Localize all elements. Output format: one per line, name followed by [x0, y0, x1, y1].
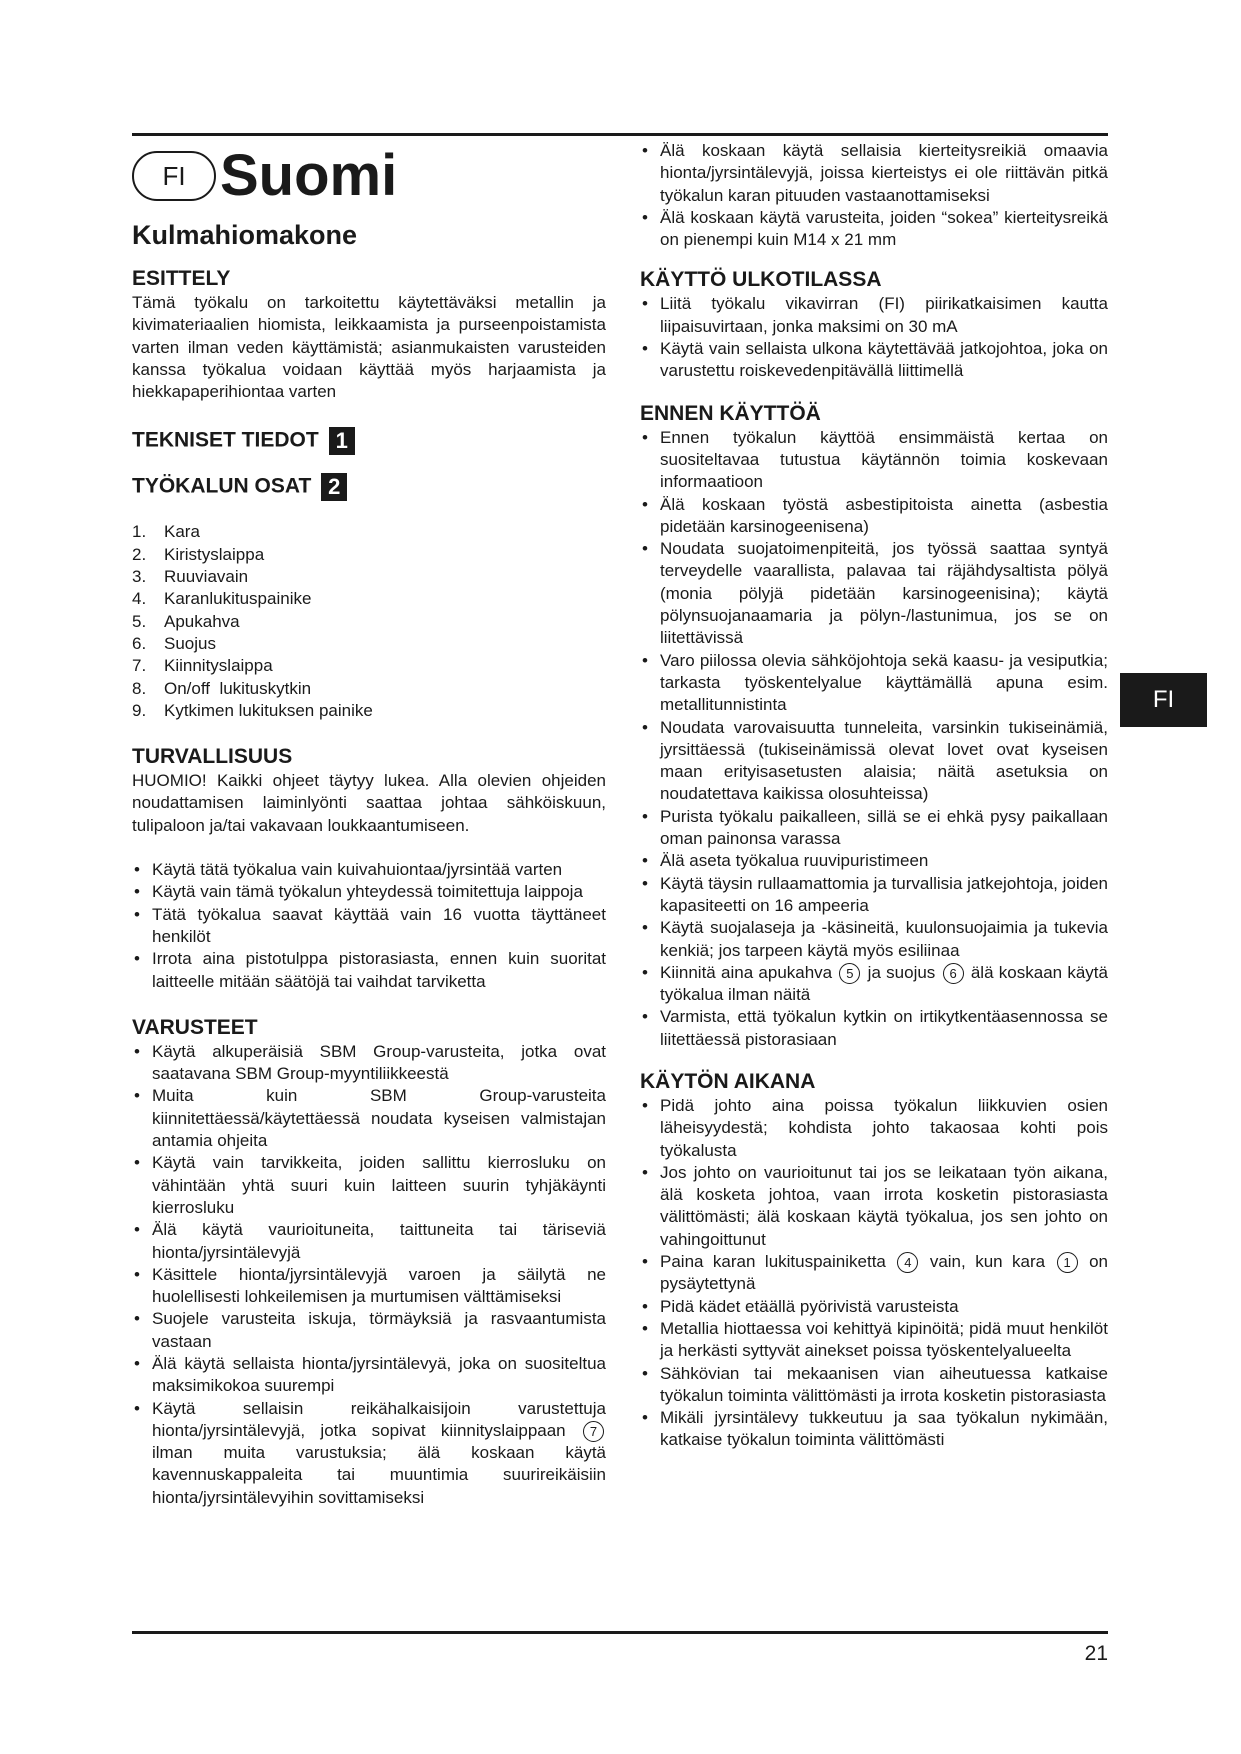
list-item: • Käytä vain tarvikkeita, joiden sallittu kierrosluku on vähintään yhtä suuri kuin laitteen suurin tyhjäkäynti kierrosluku — [132, 1152, 606, 1219]
list-item: • Jos johto on vaurioitunut tai jos se leikataan työn aikana, älä kosketa johtoa, vaan irrota kosketin pistorasiasta välittömästi; älä koskaan käytä työkalua, jos sen johto on vahingoittunut — [640, 1162, 1108, 1251]
outdoor-list — [640, 293, 1108, 382]
list-item: • Älä käytä sellaista hionta/jyrsintälevyä, joka on suositeltua maksimikokoa suurempi — [132, 1353, 606, 1398]
language-title: Suomi — [220, 143, 398, 208]
list-item: • Liitä työkalu vikavirran (FI) piirikatkaisimen kautta liipaisuvirtaan, jonka maksimi on 30 mA — [640, 293, 1108, 338]
section-title-tech: TEKNISET TIEDOT 1 — [132, 427, 606, 455]
list-item: • Mikäli jyrsintälevy tukkeutuu ja saa työkalun nykimään, katkaise työkalun toiminta välittömästi — [640, 1407, 1108, 1452]
page-number: 21 — [1084, 1642, 1108, 1665]
section-accessories — [132, 1015, 606, 1509]
figure-ref-2: 2 — [321, 473, 347, 501]
list-item: 4. Karanlukituspainike — [132, 589, 312, 609]
list-item: • Käytä suojalaseja ja -käsineitä, kuulonsuojaimia ja tukevia kenkiä; jos tarpeen käytä myös esiliinaa — [640, 917, 1108, 962]
list-item: 5. Apukahva — [132, 611, 240, 631]
part-ref-1: 1 — [1057, 1252, 1078, 1273]
list-item: 3. Ruuviavain — [132, 567, 249, 587]
before-use-list — [640, 427, 1108, 1051]
section-tech — [132, 427, 606, 455]
list-item: • Tätä työkalua saavat käyttää vain 16 vuotta täyttäneet henkilöt — [132, 904, 606, 949]
list-item: • Varo piilossa olevia sähköjohtoja sekä kaasu- ja vesiputkia; tarkasta työskentelyalue käyttämällä apuna esim. metallitunnistinta — [640, 650, 1108, 717]
list-item: • Pidä johto aina poissa työkalun liikkuvien osien läheisyydestä; kohdista johto takaosaa kohti pois työkalusta — [640, 1095, 1108, 1162]
section-intro — [132, 266, 606, 403]
section-title-outdoor: KÄYTTÖ ULKOTILASSA — [640, 268, 882, 292]
list-item: • Varmista, että työkalun kytkin on irtikytkentäasennossa se liitettäessä pistorasiaan — [640, 1006, 1108, 1051]
section-title-safety: TURVALLISUUS — [132, 745, 293, 769]
section-title-accessories: VARUSTEET — [132, 1015, 258, 1039]
list-item: • Ennen työkalun käyttöä ensimmäistä kertaa on suositeltavaa tutustua käytännön toimia koskevaan informaatioon — [640, 427, 1108, 494]
part-ref-6: 6 — [943, 963, 964, 984]
list-item: 7. Kiinnityslaippa — [132, 656, 273, 676]
language-header — [132, 143, 606, 208]
list-item: • Käsittele hionta/jyrsintälevyjä varoen ja säilytä ne huolellisesti lohkeilemisen ja murtumisen välttämiseksi — [132, 1264, 606, 1309]
list-item: • Käytä sellaisin reikähalkaisijoin varustettuja hionta/jyrsintälevyjä, jotka sopivat kiinnityslaippaan 7 ilman muita varustuksia; älä koskaan käytä kavennuskappaleita tai muuntimia suurireikäisiin hionta/jyrsintälevyihin sovittamiseksi — [132, 1398, 606, 1509]
section-title-before-use: ENNEN KÄYTTÖÄ — [640, 401, 821, 425]
part-ref-7: 7 — [583, 1421, 604, 1442]
language-code-badge: FI — [132, 151, 216, 201]
list-item: • Noudata varovaisuutta tunneleita, varsinkin tukiseinämiä, jyrsittäessä (tukiseinämissä olevat lovet ovat kyseisen maan erityisasetusten alaisia; näitä asetuksia on noudatettava kaikissa olosuhteissa) — [640, 717, 1108, 806]
list-item: • Älä käytä vaurioituneita, taittuneita tai täriseviä hionta/jyrsintälevyjä — [132, 1219, 606, 1264]
list-item: • Paina karan lukituspainiketta 4 vain, kun kara 1 on pysäytettynä — [640, 1251, 1108, 1296]
section-title-intro: ESITTELY — [132, 267, 231, 290]
part-ref-4: 4 — [897, 1252, 918, 1273]
list-item: • Älä koskaan työstä asbestipitoista ainetta (asbestia pidetään karsinogeenisena) — [640, 494, 1108, 539]
list-item: • Käytä alkuperäisiä SBM Group-varusteita, jotka ovat saatavana SBM Group-myyntiliikkeestä — [132, 1041, 606, 1086]
top-rule — [132, 133, 1108, 136]
section-during-use — [640, 1069, 1108, 1452]
intro-text: Tämä työkalu on tarkoitettu käytettäväksi metallin ja kivimateriaalien hiomista, leikkaamista ja purseenpoistamista varten ilman veden käyttämistä; asianmukaisten varusteiden kanssa työkalua voidaan käyttää myös harjaamista ja hiekkapaperihiontaa varten — [132, 293, 606, 402]
section-before-use — [640, 401, 1108, 1051]
parts-list — [132, 521, 606, 722]
list-item: 9. Kytkimen lukituksen painike — [132, 700, 373, 720]
accessories-list — [132, 1041, 606, 1509]
list-item: • Käytä vain tämä työkalun yhteydessä toimitettuja laippoja — [132, 881, 606, 903]
list-item: • Käytä tätä työkalua vain kuivahuiontaa/jyrsintää varten — [132, 859, 606, 881]
list-item: • Sähkövian tai mekaanisen vian aiheutuessa katkaise työkalun toiminta välittömästi ja irrota kosketin pistorasiasta — [640, 1363, 1108, 1408]
list-item: 8. On/off lukituskytkin — [132, 678, 312, 698]
list-item: • Purista työkalu paikalleen, sillä se ei ehkä pysy paikallaan oman painonsa varassa — [640, 806, 1108, 851]
list-item: 1. Kara — [132, 522, 200, 542]
section-outdoor — [640, 267, 1108, 382]
part-ref-5: 5 — [839, 963, 860, 984]
accessories-list-continued — [640, 140, 1108, 251]
safety-warning-text: HUOMIO! Kaikki ohjeet täytyy lukea. Alla olevien ohjeiden noudattamisen laiminlyönti saattaa johtaa sähköiskuun, tulipaloon ja/tai vakavaan loukkaantumiseen. — [132, 771, 606, 835]
list-item: • Irrota aina pistotulppa pistorasiasta, ennen kuin suoritat laitteelle mitään säätöjä tai vaihdat tarviketta — [132, 948, 606, 993]
list-item: • Pidä kädet etäällä pyörivistä varusteista — [640, 1296, 1108, 1318]
list-item: • Älä koskaan käytä sellaisia kierteitysreikiä omaavia hionta/jyrsintälevyjä, joissa kierteistys ei ole riittävän pitkä työkalun karan pituuden vastaanottamiseksi — [640, 140, 1108, 207]
list-item: 6. Suojus — [132, 633, 216, 653]
list-item: • Metallia hiottaessa voi kehittyä kipinöitä; pidä muut henkilöt ja herkästi syttyvät ainekset poissa työskentelyalueelta — [640, 1318, 1108, 1363]
during-use-list — [640, 1095, 1108, 1452]
section-safety — [132, 744, 606, 993]
safety-list — [132, 859, 606, 993]
list-item: • Käytä vain sellaista ulkona käytettävää jatkojohtoa, joka on varustettu roiskevedenpitävällä liittimellä — [640, 338, 1108, 383]
list-item: • Älä koskaan käytä varusteita, joiden “sokea” kierteitysreikä on pienempi kuin M14 x 21 mm — [640, 207, 1108, 252]
section-title-parts: TYÖKALUN OSAT 2 — [132, 473, 606, 501]
right-column — [640, 140, 1108, 1452]
left-column — [132, 140, 606, 1509]
language-side-tab: FI — [1120, 673, 1207, 727]
list-item: • Noudata suojatoimenpiteitä, jos työssä saattaa syntyä terveydelle vaarallista, palavaa tai räjähdysaltista pölyä (monia pölyjä pidetään karsinogeenisina); käytä pölynsuojanaamaria ja pölyn-/lastunimua, jos se on liitettävissä — [640, 538, 1108, 649]
product-title: Kulmahiomakone — [132, 220, 358, 250]
figure-ref-1: 1 — [329, 427, 355, 455]
list-item: • Suojele varusteita iskuja, törmäyksiä ja rasvaantumista vastaan — [132, 1308, 606, 1353]
section-parts — [132, 473, 606, 722]
list-item: • Käytä täysin rullaamattomia ja turvallisia jatkejohtoja, joiden kapasiteetti on 16 ampeeria — [640, 873, 1108, 918]
bottom-rule — [132, 1631, 1108, 1634]
list-item: • Muita kuin SBM Group-varusteita kiinnitettäessä/käytettäessä noudata kyseisen valmistajan antamia ohjeita — [132, 1085, 606, 1152]
list-item: • Älä aseta työkalua ruuvipuristimeen — [640, 850, 1108, 872]
list-item: • Kiinnitä aina apukahva 5 ja suojus 6 älä koskaan käytä työkalua ilman näitä — [640, 962, 1108, 1007]
section-title-during-use: KÄYTÖN AIKANA — [640, 1069, 816, 1093]
list-item: 2. Kiristyslaippa — [132, 544, 265, 564]
